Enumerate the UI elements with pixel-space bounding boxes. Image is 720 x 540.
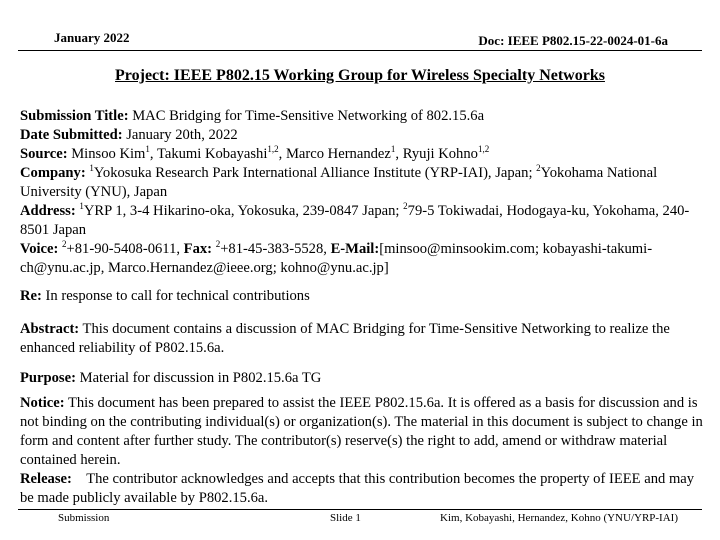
- email-addresses: [minsoo@minsookim.com; kobayashi-takumi-ch@ynu.ac.jp, Marco.Hernandez@ieee.org; kohno@ynu.ac.jp]: [20, 241, 653, 276]
- purpose-line: [20, 369, 710, 388]
- notice-release-block: [20, 394, 710, 508]
- address-1: YRP 1, 3-4 Hikarino-oka, Yokosuka, 239-0847 Japan;: [83, 203, 404, 219]
- author: Takumi Kobayashi: [153, 146, 268, 162]
- address-2: 79-5 Tokiwadai, Hodogaya-ku, Yokohama, 240-8501 Japan: [20, 203, 690, 238]
- voice-label: Voice:: [20, 241, 59, 257]
- submission-title-label: Submission Title:: [20, 108, 129, 124]
- purpose-value: Material for discussion in P802.15.6a TG: [75, 370, 322, 386]
- re-value: In response to call for technical contributions: [41, 288, 310, 304]
- address-line: Address: $^1$YRP 1, 3-4 Hikarino-oka, Yokosuka, 239-0847 Japan; $^2$79-5 Tokiwadai, Hodogaya-ku, Yokohama, 240-8501 Japan: [20, 201, 690, 238]
- author: Marco Hernandez: [282, 146, 391, 162]
- notice-value: This document has been prepared to assist the IEEE P802.15.6a. It is offered as a basis for discussion and is not binding on the contributing individual(s) or organization(s). The material in this document is subject to change in form and content after further study. The contributor(s) reserve(s) the right to add, amend or withdraw material contained herein.: [20, 395, 703, 468]
- submission-title-line: [20, 107, 710, 126]
- voice-number: +81-90-5408-0611,: [66, 241, 184, 257]
- footer-slide-number: Slide 1: [330, 512, 361, 524]
- source-line: Source: Minsoo Kim$^1$, Takumi Kobayashi$^{1,2}$, Marco Hernandez$^1$, Ryuji Kohno$^{1,2}$: [20, 144, 490, 162]
- notice-label: Notice:: [20, 395, 65, 411]
- date-submitted-value: January 20th, 2022: [122, 127, 238, 143]
- company-label: Company:: [20, 165, 86, 181]
- date-submitted-line: [20, 126, 710, 145]
- header-doc-id: Doc: IEEE P802.15-22-0024-01-6a: [478, 33, 668, 48]
- company-affiliation-2: Yokohama National University (YNU), Japan: [20, 165, 658, 200]
- author-affiliation: 1,2: [267, 144, 279, 155]
- address-label: Address:: [20, 203, 76, 219]
- purpose-label: Purpose:: [20, 370, 76, 386]
- fax-label: Fax:: [183, 241, 213, 257]
- release-paragraph: [20, 470, 710, 508]
- submission-title-value: MAC Bridging for Time-Sensitive Networking of 802.15.6a: [128, 108, 485, 124]
- header-divider: [18, 50, 702, 51]
- fax-number: +81-45-383-5528,: [220, 241, 331, 257]
- notice-paragraph: [20, 394, 710, 470]
- re-line: [20, 287, 710, 306]
- email-label: E-Mail:: [330, 241, 380, 257]
- metadata-block: [20, 107, 710, 278]
- re-label: Re:: [20, 288, 42, 304]
- header-date: January 2022: [54, 30, 130, 45]
- author-affiliation: 1: [390, 144, 396, 155]
- footer-submission: Submission: [58, 512, 110, 524]
- abstract-paragraph: [20, 320, 710, 358]
- author-affiliation: 1,2: [477, 144, 490, 155]
- company-affiliation-1: Yokosuka Research Park International Alliance Institute (YRP-IAI), Japan;: [93, 165, 537, 181]
- footer-authors: Kim, Kobayashi, Hernandez, Kohno (YNU/YRP-IAI): [440, 512, 678, 524]
- release-value: The contributor acknowledges and accepts that this contribution becomes the property of IEEE and may be made publicly available by P802.15.6a.: [20, 471, 698, 506]
- author: Minsoo Kim: [67, 146, 146, 162]
- project-title: Project: IEEE P802.15 Working Group for Wireless Specialty Networks: [115, 67, 605, 84]
- author-affiliation: 1: [145, 144, 150, 155]
- date-submitted-label: Date Submitted:: [20, 127, 123, 143]
- company-line: Company: $^1$Yokosuka Research Park International Alliance Institute (YRP-IAI), Japan; $^2$Yokohama National University (YNU), Japan: [20, 163, 658, 200]
- contact-line: Voice: $^2$+81-90-5408-0611, Fax: $^2$+81-45-383-5528, E-Mail:[minsoo@minsookim.com; kobayashi-takumi-ch@ynu.ac.jp, Marco.Hernandez@ieee.org; kohno@ynu.ac.jp]: [20, 239, 653, 276]
- abstract-label: Abstract:: [20, 321, 80, 337]
- author: Ryuji Kohno: [399, 146, 478, 162]
- release-label: Release:: [20, 471, 72, 487]
- footer-divider: [18, 509, 702, 510]
- abstract-value: This document contains a discussion of MAC Bridging for Time-Sensitive Networking to realize the enhanced reliability of P802.15.6a.: [20, 321, 670, 356]
- source-label: Source:: [20, 146, 68, 162]
